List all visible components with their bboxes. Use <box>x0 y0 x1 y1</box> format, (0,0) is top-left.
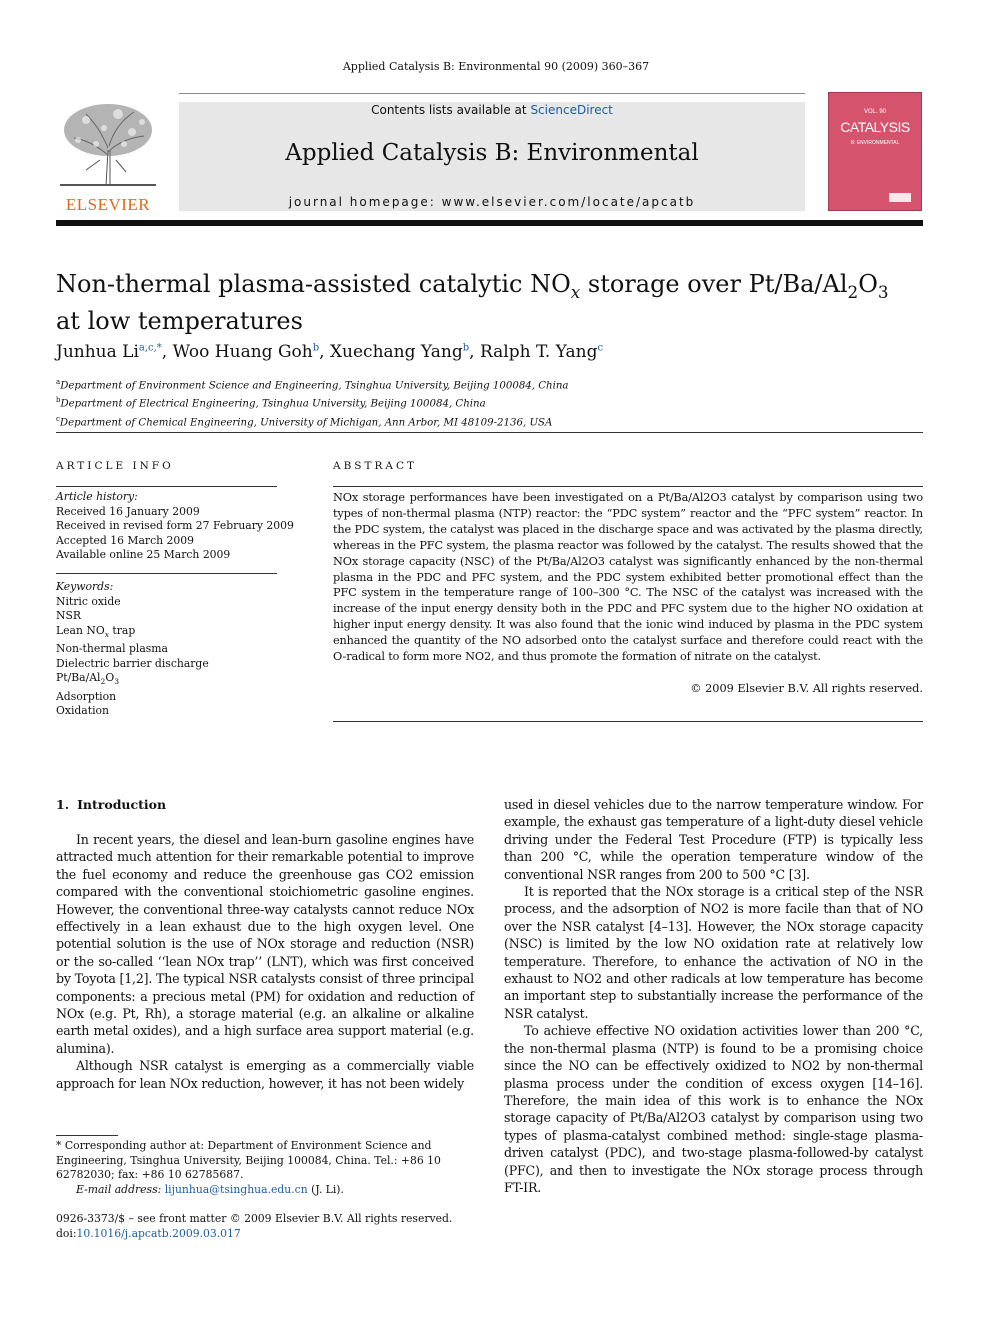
doi-label: doi: <box>56 1226 77 1240</box>
doi-link[interactable]: 10.1016/j.apcatb.2009.03.017 <box>76 1226 241 1240</box>
paragraph: Although NSR catalyst is emerging as a commercially viable approach for lean NOx reduction, however, it has not been widely <box>56 1058 474 1091</box>
keyword: Dielectric barrier discharge <box>56 656 209 670</box>
affiliations <box>56 375 916 430</box>
header-rule <box>56 220 923 226</box>
body-column-right <box>504 796 923 1196</box>
article-info-heading: ARTICLE INFO <box>56 460 174 472</box>
author-name[interactable]: Junhua Li <box>56 342 139 362</box>
author-affil-marker[interactable]: c <box>597 342 604 354</box>
journal-homepage-link[interactable]: journal homepage: www.elsevier.com/locate/apcatb <box>288 195 696 209</box>
paragraph: It is reported that the NOx storage is a critical step of the NSR process, and the adsorption of NO2 is more facile than that of NO over the NSR catalyst [4–13]. However, the NOx storage capacity (NSC) is limited by the low NO oxidation rate at relatively low temperature. Therefore, to enhance the activation of NO in the exhaust to NO2 and other radicals at low temperature has become an important step to substantially increase the performance of the NSR catalyst. <box>504 884 923 1021</box>
paragraph: used in diesel vehicles due to the narrow temperature window. For example, the exhaust gas temperature of a light-duty diesel vehicle driving under the Federal Test Procedure (FTP) is typically less than 200 °C, while the operation temperature window of the conventional NSR ranges from 200 to 500 °C [3]. <box>504 797 923 882</box>
contents-line <box>179 103 805 117</box>
author-name[interactable]: Xuechang Yang <box>329 342 463 362</box>
keyword: Adsorption <box>56 689 117 703</box>
email-link[interactable]: lijunhua@tsinghua.edu.cn <box>164 1182 308 1196</box>
contents-prefix: Contents lists available at <box>371 103 531 117</box>
corresponding-author-footnote <box>56 1139 476 1197</box>
history-item: Received 16 January 2009 <box>56 504 200 518</box>
history-item: Accepted 16 March 2009 <box>56 533 194 547</box>
issn-line: 0926-3373/$ – see front matter © 2009 Elsevier B.V. All rights reserved. <box>56 1212 453 1225</box>
article-title: Non-thermal plasma-assisted catalytic $NO_x$ storage over $Pt/Ba/Al_2O_3$ at low temperatures <box>56 270 889 335</box>
abstract-copyright: © 2009 Elsevier B.V. All rights reserved. <box>690 682 923 695</box>
keyword: $Pt/Ba/Al_2O_3$ <box>56 671 119 687</box>
keyword: Nitric oxide <box>56 594 121 608</box>
banner-top-rule <box>179 93 805 94</box>
author-affil-marker[interactable]: b <box>312 342 320 354</box>
section-heading <box>56 797 166 812</box>
abstract-text: NOx storage performances have been investigated on a Pt/Ba/Al2O3 catalyst by comparison using two types of non-thermal plasma (NTP) reactor: the “PDC system” reactor and the “PFC system” reactor. In the PDC system, the catalyst was placed in the discharge space and was activated by the plasma directly, whereas in the PFC system, the plasma reactor was followed by the catalyst. The results showed that the NOx storage capacity (NSC) of the Pt/Ba/Al2O3 catalyst was significantly enhanced by the non-thermal plasma in the PDC and PFC system, and the PDC system exhibited better promotional effect than the PFC system in the temperature range of 100–300 °C. The NSC of the catalyst was increased with the increase of the input energy density both in the PDC and PFC system due to the higher NO oxidation at higher input energy density. It was also found that the ionic wind induced by plasma in the PDC system enhanced the quantity of the NO adsorbed onto the catalyst surface and therefore could react with the O-radical to form more NO2, and thus promote the formation of nitrate on the catalyst. <box>333 491 923 664</box>
author-affil-marker[interactable]: a,c,* <box>138 342 162 354</box>
running-head: Applied Catalysis B: Environmental 90 (2009) 360–367 <box>342 60 650 73</box>
article-info-rule <box>56 486 277 487</box>
keywords-label: Keywords: <box>56 580 114 593</box>
keywords <box>56 580 277 719</box>
cover-subtitle: B: ENVIRONMENTAL <box>850 140 900 146</box>
affiliation-rule <box>56 432 923 433</box>
keyword: Lean $NO_x$ trap <box>56 623 136 639</box>
abstract-rule <box>333 486 923 487</box>
history-item: Available online 25 March 2009 <box>56 548 231 561</box>
email-suffix: (J. Li). <box>307 1182 344 1196</box>
sciencedirect-link[interactable]: ScienceDirect <box>530 103 613 117</box>
body-column-left <box>56 831 474 1092</box>
cover-volume: VOL. 90 <box>863 109 886 115</box>
paragraph: To achieve effective NO oxidation activities lower than 200 °C, the non-thermal plasma (NTP) is found to be a promising choice since the NO can be effectively oxidized to NO2 by non-thermal plasma process under the condition of excess oxygen [14–16]. Therefore, the main idea of this work is to enhance the NOx storage capacity of Pt/Ba/Al2O3 catalyst by comparison using two types of plasma-catalyst combined method: single-stage plasma-driven catalyst (PDC), and two-stage plasma-followed-by catalyst (PFC), and then to investigate the NOx storage process through FT-IR. <box>504 1023 923 1195</box>
author-list: Junhua $Li^{a,c,*}$, Woo Huang Goh$^b$, Xuechang Yang$^b$, Ralph T. Yang$^c$ <box>56 342 604 362</box>
history-item: Received in revised form 27 February 2009 <box>56 519 294 532</box>
author-affil-marker[interactable]: b <box>462 342 470 354</box>
section-number: 1. <box>56 797 70 812</box>
abstract-heading: ABSTRACT <box>333 460 418 472</box>
history-label: Article history: <box>56 490 138 503</box>
affiliation: $^b$Department of Electrical Engineering, Tsinghua University, Beijing 100084, China <box>56 396 486 410</box>
affiliation: $^c$Department of Chemical Engineering, University of Michigan, Ann Arbor, MI 48109-2136, USA <box>56 414 553 429</box>
paragraph: In recent years, the diesel and lean-burn gasoline engines have attracted much attention for their remarkable potential to improve the fuel economy and reduce the greenhouse gas CO2 emission compared with the conventional stoichiometric gasoline engines. However, the conventional three-way catalysts cannot reduce NOx effectively in a lean exhaust due to the high oxygen level. One potential solution is the use of NOx storage and reduction (NSR) or the so-called ‘‘lean NOx trap’’ (LNT), which was first conceived by Toyota [1,2]. The typical NSR catalysts consist of three principal components: a precious metal (PM) for oxidation and reduction of NOx (e.g. Pt, Rh), a storage material (e.g. an alkaline or alkaline earth metal oxides), and a high surface area support material (e.g. alumina). <box>56 832 474 1056</box>
publisher-wordmark: ELSEVIER <box>65 195 151 214</box>
publisher-logo[interactable] <box>56 100 160 214</box>
keyword: Oxidation <box>56 704 109 718</box>
article-history <box>56 490 294 563</box>
cover-title: CATALYSIS <box>840 119 910 135</box>
footnote-rule <box>56 1135 118 1136</box>
section-title: Introduction <box>77 797 167 812</box>
email-label: E-mail address: <box>76 1182 165 1196</box>
elsevier-tree-icon <box>56 100 160 188</box>
cover-badge <box>889 193 911 202</box>
publication-meta <box>56 1212 476 1241</box>
corresponding-text: * Corresponding author at: Department of Environment Science and Engineering, Tsinghua University, Beijing 100084, China. Tel.: +86 10 62782030; fax: +86 10 62785687. <box>56 1139 441 1181</box>
author-name[interactable]: Woo Huang Goh <box>172 342 313 362</box>
affiliation: $^a$Department of Environment Science and Engineering, Tsinghua University, Beijing 100084, China <box>56 378 569 392</box>
journal-cover[interactable] <box>828 92 922 211</box>
author-name[interactable]: Ralph T. Yang <box>479 342 598 362</box>
abstract-bottom-rule <box>333 721 923 722</box>
keyword: NSR <box>56 609 81 622</box>
keyword: Non-thermal plasma <box>56 642 168 656</box>
journal-title: Applied Catalysis B: Environmental <box>285 140 699 166</box>
keywords-rule <box>56 573 277 574</box>
